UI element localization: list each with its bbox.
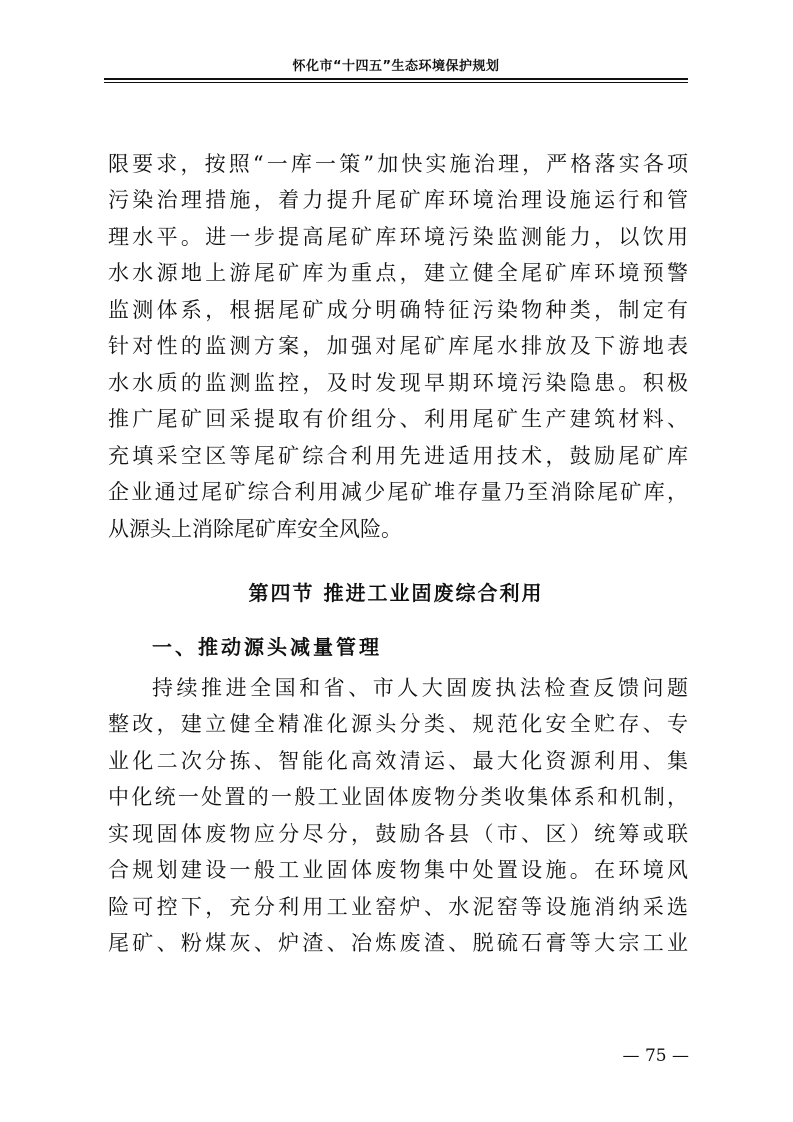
header-rule-thin	[104, 82, 688, 83]
paragraph-line: 推广尾矿回采提取有价组分、利用尾矿生产建筑材料、	[108, 407, 688, 431]
paragraph-line: 充填采空区等尾矿综合利用先进适用技术，鼓励尾矿库	[108, 444, 688, 468]
paragraph-line: 理水平。进一步提高尾矿库环境污染监测能力，以饮用	[108, 225, 688, 249]
page-number: — 75 —	[622, 1046, 689, 1066]
paragraph-line: 水水质的监测监控，及时发现早期环境污染隐患。积极	[108, 371, 688, 395]
paragraph-line: 监测体系，根据尾矿成分明确特征污染物种类，制定有	[108, 298, 688, 322]
running-header: 怀化市“十四五”生态环境保护规划	[292, 59, 500, 74]
paragraph-line-last: 从源头上消除尾矿库安全风险。	[108, 517, 402, 541]
paragraph-line: 合规划建设一般工业固体废物集中处置设施。在环境风	[108, 858, 688, 882]
paragraph-line: 水水源地上游尾矿库为重点，建立健全尾矿库环境预警	[108, 261, 688, 285]
paragraph-line: 险可控下，充分利用工业窑炉、水泥窑等设施消纳采选	[108, 895, 688, 919]
header-rule-thick	[104, 78, 688, 80]
paragraph-line: 业化二次分拣、智能化高效清运、最大化资源利用、集	[108, 749, 688, 773]
paragraph-line-first: 持续推进全国和省、市人大固废执法检查反馈问题	[152, 676, 688, 700]
section-heading: 第四节 推进工业固废综合利用	[248, 581, 544, 605]
paragraph-line: 实现固体废物应分尽分，鼓励各县（市、区）统筹或联	[108, 822, 688, 846]
paragraph-line: 尾矿、粉煤灰、炉渣、冶炼废渣、脱硫石膏等大宗工业	[108, 931, 688, 955]
paragraph-line: 整改，建立健全精准化源头分类、规范化安全贮存、专	[108, 712, 688, 736]
paragraph-line: 企业通过尾矿综合利用减少尾矿堆存量乃至消除尾矿库，	[108, 480, 688, 504]
paragraph-line: 针对性的监测方案，加强对尾矿库尾水排放及下游地表	[108, 334, 688, 358]
paragraph-line: 中化统一处置的一般工业固体废物分类收集体系和机制，	[108, 785, 688, 809]
paragraph-line: 限要求，按照“一库一策”加快实施治理，严格落实各项	[108, 152, 688, 176]
paragraph-line: 污染治理措施，着力提升尾矿库环境治理设施运行和管	[108, 188, 688, 212]
subsection-heading: 一、推动源头减量管理	[152, 635, 382, 659]
